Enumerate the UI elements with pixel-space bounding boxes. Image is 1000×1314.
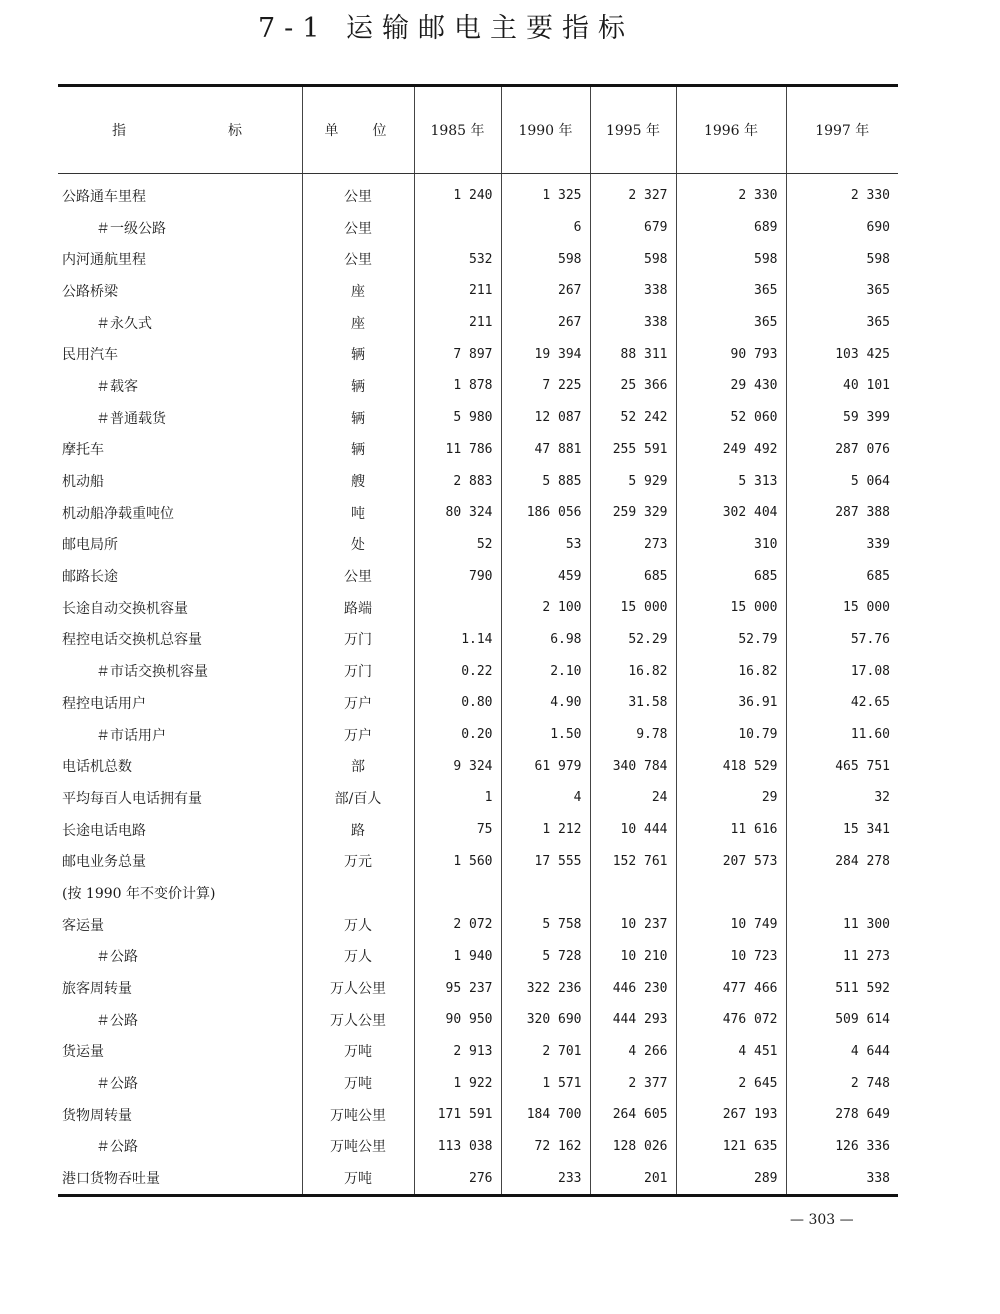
row-value-1996: 16.82 [676, 655, 786, 687]
row-indicator: ＃市话用户 [96, 727, 166, 744]
row-unit: 万户 [302, 719, 414, 751]
table-row [58, 243, 898, 275]
row-value-1985: 9 324 [414, 750, 501, 782]
row-value-1995: 598 [590, 243, 676, 275]
row-unit: 公里 [302, 212, 414, 244]
row-value-1996: 476 072 [676, 1004, 786, 1036]
row-value-1996: 207 573 [676, 845, 786, 877]
row-value-1995: 10 237 [590, 909, 676, 941]
row-indicator: 公路桥梁 [62, 283, 118, 300]
row-value-1995: 259 329 [590, 497, 676, 529]
row-indicator: 邮电业务总量 [62, 854, 146, 871]
row-value-1985: 90 950 [414, 1004, 501, 1036]
header-indicator [58, 86, 302, 174]
row-value-1996: 267 193 [676, 1099, 786, 1131]
header-year-1985: 1985 年 [414, 86, 501, 174]
row-value-1990: 17 555 [501, 845, 590, 877]
row-value-1985: 95 237 [414, 972, 501, 1004]
row-value-1995: 679 [590, 212, 676, 244]
table-row [58, 877, 898, 909]
header-year-1990: 1990 年 [501, 86, 590, 174]
row-value-1985: 75 [414, 814, 501, 846]
row-value-1995: 444 293 [590, 1004, 676, 1036]
row-value-1996: 289 [676, 1162, 786, 1195]
row-value-1985: 11 786 [414, 434, 501, 466]
row-value-1997: 103 425 [786, 338, 898, 370]
row-value-1985: 7 897 [414, 338, 501, 370]
row-indicator: ＃永久式 [96, 315, 152, 332]
header-unit [302, 86, 414, 174]
row-value-1995: 446 230 [590, 972, 676, 1004]
row-unit: 万人 [302, 941, 414, 973]
row-value-1996: 4 451 [676, 1036, 786, 1068]
row-unit: 万吨 [302, 1162, 414, 1195]
row-value-1997: 40 101 [786, 370, 898, 402]
row-value-1995: 5 929 [590, 465, 676, 497]
row-indicator: ＃普通载货 [96, 410, 166, 427]
row-value-1995: 152 761 [590, 845, 676, 877]
row-unit: 万人 [302, 909, 414, 941]
row-value-1995: 88 311 [590, 338, 676, 370]
row-value-1996: 365 [676, 275, 786, 307]
table-header-row [58, 86, 898, 174]
page-title: 7-1 运输邮电主要指标 [258, 13, 635, 44]
row-unit: 万人公里 [302, 1004, 414, 1036]
row-value-1995: 25 366 [590, 370, 676, 402]
table-row [58, 655, 898, 687]
row-value-1985: 0.80 [414, 687, 501, 719]
table-row [58, 174, 898, 212]
row-value-1997: 32 [786, 782, 898, 814]
row-value-1997: 15 341 [786, 814, 898, 846]
row-value-1997: 278 649 [786, 1099, 898, 1131]
row-value-1990: 4 [501, 782, 590, 814]
row-value-1995: 10 210 [590, 941, 676, 973]
row-indicator: 机动船净载重吨位 [62, 505, 174, 522]
row-value-1996: 36.91 [676, 687, 786, 719]
row-value-1990: 47 881 [501, 434, 590, 466]
row-value-1990: 53 [501, 529, 590, 561]
row-value-1997: 4 644 [786, 1036, 898, 1068]
table-row [58, 1131, 898, 1163]
table-row [58, 592, 898, 624]
row-value-1995: 273 [590, 529, 676, 561]
row-unit: 部/百人 [302, 782, 414, 814]
table-row [58, 402, 898, 434]
header-unit-char-2: 位 [372, 123, 387, 139]
row-value-1997: 365 [786, 307, 898, 339]
row-value-1997: 11 300 [786, 909, 898, 941]
row-value-1990: 5 885 [501, 465, 590, 497]
row-indicator: 旅客周转量 [62, 981, 132, 998]
row-indicator: 民用汽车 [62, 347, 118, 364]
header-year-1995: 1995 年 [590, 86, 676, 174]
row-value-1996: 121 635 [676, 1131, 786, 1163]
table-row [58, 1004, 898, 1036]
row-value-1985: 2 072 [414, 909, 501, 941]
row-value-1985: 1.14 [414, 624, 501, 656]
row-value-1990: 6.98 [501, 624, 590, 656]
row-value-1995: 2 377 [590, 1067, 676, 1099]
row-value-1990: 322 236 [501, 972, 590, 1004]
row-value-1997: 287 388 [786, 497, 898, 529]
row-value-1996 [676, 877, 786, 909]
row-value-1996: 302 404 [676, 497, 786, 529]
row-value-1996: 52.79 [676, 624, 786, 656]
row-indicator: 公路通车里程 [62, 188, 146, 205]
row-value-1990: 459 [501, 560, 590, 592]
row-unit: 路 [302, 814, 414, 846]
row-value-1995: 2 327 [590, 174, 676, 212]
row-value-1985: 2 913 [414, 1036, 501, 1068]
row-unit: 公里 [302, 174, 414, 212]
row-value-1995: 4 266 [590, 1036, 676, 1068]
row-value-1997 [786, 877, 898, 909]
row-value-1995: 16.82 [590, 655, 676, 687]
row-value-1995: 9.78 [590, 719, 676, 751]
row-indicator: 邮路长途 [62, 569, 118, 586]
table-row [58, 307, 898, 339]
row-indicator: 摩托车 [62, 442, 104, 459]
header-indicator-char-1: 指 [112, 123, 126, 139]
row-value-1997: 284 278 [786, 845, 898, 877]
row-unit: 万元 [302, 845, 414, 877]
row-indicator: ＃市话交换机容量 [96, 664, 208, 681]
row-value-1985: 211 [414, 307, 501, 339]
row-unit: 部 [302, 750, 414, 782]
row-indicator: 货运量 [62, 1044, 104, 1061]
row-value-1985: 0.22 [414, 655, 501, 687]
table-row [58, 275, 898, 307]
table-row [58, 687, 898, 719]
table-row [58, 370, 898, 402]
row-value-1990: 5 758 [501, 909, 590, 941]
row-value-1990: 61 979 [501, 750, 590, 782]
row-value-1995: 128 026 [590, 1131, 676, 1163]
row-value-1996: 365 [676, 307, 786, 339]
table-row [58, 1162, 898, 1195]
row-value-1990: 6 [501, 212, 590, 244]
row-indicator: 程控电话用户 [62, 695, 146, 712]
row-value-1996: 477 466 [676, 972, 786, 1004]
row-value-1996: 5 313 [676, 465, 786, 497]
table-row [58, 212, 898, 244]
row-value-1996: 598 [676, 243, 786, 275]
table-row [58, 814, 898, 846]
table-row [58, 750, 898, 782]
row-value-1990: 186 056 [501, 497, 590, 529]
table-row [58, 624, 898, 656]
table-row [58, 941, 898, 973]
row-value-1995: 52 242 [590, 402, 676, 434]
row-value-1985: 211 [414, 275, 501, 307]
row-indicator: 电话机总数 [62, 759, 132, 776]
indicator-table-container [58, 84, 898, 1197]
row-value-1985: 80 324 [414, 497, 501, 529]
table-row [58, 1036, 898, 1068]
row-value-1996: 685 [676, 560, 786, 592]
row-value-1997: 17.08 [786, 655, 898, 687]
row-unit [302, 877, 414, 909]
row-indicator: ＃公路 [96, 1012, 138, 1029]
row-value-1985: 1 560 [414, 845, 501, 877]
row-value-1995: 52.29 [590, 624, 676, 656]
row-value-1990: 2 701 [501, 1036, 590, 1068]
row-unit: 万门 [302, 655, 414, 687]
row-value-1990: 72 162 [501, 1131, 590, 1163]
row-value-1997: 598 [786, 243, 898, 275]
table-row [58, 782, 898, 814]
row-value-1997: 5 064 [786, 465, 898, 497]
row-value-1985 [414, 212, 501, 244]
row-value-1990: 2.10 [501, 655, 590, 687]
row-value-1990: 19 394 [501, 338, 590, 370]
row-value-1996: 15 000 [676, 592, 786, 624]
row-value-1996: 29 [676, 782, 786, 814]
row-value-1990: 184 700 [501, 1099, 590, 1131]
row-value-1996: 2 330 [676, 174, 786, 212]
row-value-1990: 267 [501, 307, 590, 339]
row-indicator: 邮电局所 [62, 537, 118, 554]
row-value-1997: 15 000 [786, 592, 898, 624]
row-value-1996: 249 492 [676, 434, 786, 466]
row-value-1990: 4.90 [501, 687, 590, 719]
row-indicator: ＃一级公路 [96, 220, 166, 237]
row-value-1996: 29 430 [676, 370, 786, 402]
row-value-1995: 338 [590, 275, 676, 307]
row-unit: 万门 [302, 624, 414, 656]
row-unit: 万吨 [302, 1036, 414, 1068]
row-unit: 辆 [302, 434, 414, 466]
row-unit: 路端 [302, 592, 414, 624]
row-unit: 公里 [302, 560, 414, 592]
table-body [58, 174, 898, 1196]
row-value-1985: 5 980 [414, 402, 501, 434]
row-value-1985: 532 [414, 243, 501, 275]
row-value-1997: 11 273 [786, 941, 898, 973]
row-unit: 艘 [302, 465, 414, 497]
row-indicator: 客运量 [62, 917, 104, 934]
table-row [58, 1067, 898, 1099]
table-row [58, 909, 898, 941]
row-value-1995: 15 000 [590, 592, 676, 624]
row-value-1997: 287 076 [786, 434, 898, 466]
row-value-1995: 340 784 [590, 750, 676, 782]
table-row [58, 434, 898, 466]
row-value-1997: 465 751 [786, 750, 898, 782]
row-value-1985: 1 878 [414, 370, 501, 402]
row-value-1990: 267 [501, 275, 590, 307]
row-value-1990: 233 [501, 1162, 590, 1195]
row-value-1997: 685 [786, 560, 898, 592]
row-value-1990: 2 100 [501, 592, 590, 624]
row-value-1990: 598 [501, 243, 590, 275]
table-row [58, 845, 898, 877]
row-indicator: 内河通航里程 [62, 252, 146, 269]
row-value-1990: 320 690 [501, 1004, 590, 1036]
row-indicator: 程控电话交换机总容量 [62, 632, 202, 649]
row-value-1985: 790 [414, 560, 501, 592]
row-value-1990: 1 212 [501, 814, 590, 846]
row-value-1996: 10.79 [676, 719, 786, 751]
row-unit: 辆 [302, 338, 414, 370]
row-value-1997: 511 592 [786, 972, 898, 1004]
row-unit: 辆 [302, 402, 414, 434]
row-unit: 辆 [302, 370, 414, 402]
row-unit: 万吨 [302, 1067, 414, 1099]
row-value-1997: 339 [786, 529, 898, 561]
row-indicator: (按 1990 年不变价计算) [62, 885, 216, 902]
row-value-1985: 1 940 [414, 941, 501, 973]
table-row [58, 338, 898, 370]
row-value-1995: 338 [590, 307, 676, 339]
row-value-1990: 7 225 [501, 370, 590, 402]
row-value-1990: 12 087 [501, 402, 590, 434]
row-value-1985: 52 [414, 529, 501, 561]
row-value-1996: 310 [676, 529, 786, 561]
row-unit: 座 [302, 275, 414, 307]
table-row [58, 497, 898, 529]
row-value-1985: 1 [414, 782, 501, 814]
row-value-1985: 113 038 [414, 1131, 501, 1163]
row-unit: 万户 [302, 687, 414, 719]
row-unit: 万人公里 [302, 972, 414, 1004]
table-row [58, 1099, 898, 1131]
row-indicator: 机动船 [62, 474, 104, 491]
table-row [58, 719, 898, 751]
row-value-1995: 685 [590, 560, 676, 592]
row-indicator: 货物周转量 [62, 1107, 132, 1124]
row-value-1997: 2 330 [786, 174, 898, 212]
row-indicator: 港口货物吞吐量 [58, 1162, 302, 1195]
row-indicator: ＃公路 [96, 949, 138, 966]
row-indicator: 平均每百人电话拥有量 [62, 790, 202, 807]
row-unit: 处 [302, 529, 414, 561]
row-value-1997: 126 336 [786, 1131, 898, 1163]
row-value-1995: 10 444 [590, 814, 676, 846]
row-indicator: ＃载客 [96, 378, 138, 395]
row-value-1996: 418 529 [676, 750, 786, 782]
row-indicator: 长途自动交换机容量 [62, 600, 188, 617]
row-value-1995: 255 591 [590, 434, 676, 466]
header-unit-char-1: 单 [324, 123, 339, 139]
row-value-1997: 42.65 [786, 687, 898, 719]
row-value-1985: 171 591 [414, 1099, 501, 1131]
table-row [58, 529, 898, 561]
row-value-1997: 365 [786, 275, 898, 307]
table-row [58, 465, 898, 497]
row-value-1997: 2 748 [786, 1067, 898, 1099]
row-indicator: 长途电话电路 [62, 822, 146, 839]
row-value-1997: 57.76 [786, 624, 898, 656]
row-value-1996: 689 [676, 212, 786, 244]
row-value-1995 [590, 877, 676, 909]
row-value-1997: 338 [786, 1162, 898, 1195]
row-value-1995: 31.58 [590, 687, 676, 719]
row-unit: 座 [302, 307, 414, 339]
row-value-1990: 1 325 [501, 174, 590, 212]
row-value-1996: 90 793 [676, 338, 786, 370]
row-value-1985: 2 883 [414, 465, 501, 497]
row-value-1990: 1.50 [501, 719, 590, 751]
row-value-1985 [414, 877, 501, 909]
header-year-1997: 1997 年 [786, 86, 898, 174]
row-value-1985: 276 [414, 1162, 501, 1195]
row-value-1990 [501, 877, 590, 909]
row-value-1996: 10 723 [676, 941, 786, 973]
header-year-1996: 1996 年 [676, 86, 786, 174]
row-value-1995: 201 [590, 1162, 676, 1195]
row-value-1996: 52 060 [676, 402, 786, 434]
row-unit: 万吨公里 [302, 1099, 414, 1131]
table-row [58, 560, 898, 592]
row-value-1997: 509 614 [786, 1004, 898, 1036]
page-number: — 303 — [790, 1212, 854, 1228]
row-value-1990: 1 571 [501, 1067, 590, 1099]
row-indicator: ＃公路 [96, 1076, 138, 1093]
indicator-table [58, 84, 898, 1197]
row-value-1985: 1 922 [414, 1067, 501, 1099]
row-unit: 万吨公里 [302, 1131, 414, 1163]
row-unit: 吨 [302, 497, 414, 529]
row-value-1990: 5 728 [501, 941, 590, 973]
row-unit: 公里 [302, 243, 414, 275]
row-value-1997: 59 399 [786, 402, 898, 434]
row-value-1996: 10 749 [676, 909, 786, 941]
row-value-1997: 11.60 [786, 719, 898, 751]
table-row [58, 972, 898, 1004]
row-value-1996: 11 616 [676, 814, 786, 846]
row-indicator: ＃公路 [96, 1139, 138, 1156]
row-value-1997: 690 [786, 212, 898, 244]
row-value-1995: 24 [590, 782, 676, 814]
row-value-1985: 0.20 [414, 719, 501, 751]
row-value-1995: 264 605 [590, 1099, 676, 1131]
row-value-1985 [414, 592, 501, 624]
row-value-1996: 2 645 [676, 1067, 786, 1099]
header-indicator-char-2: 标 [228, 123, 242, 139]
row-value-1985: 1 240 [414, 174, 501, 212]
